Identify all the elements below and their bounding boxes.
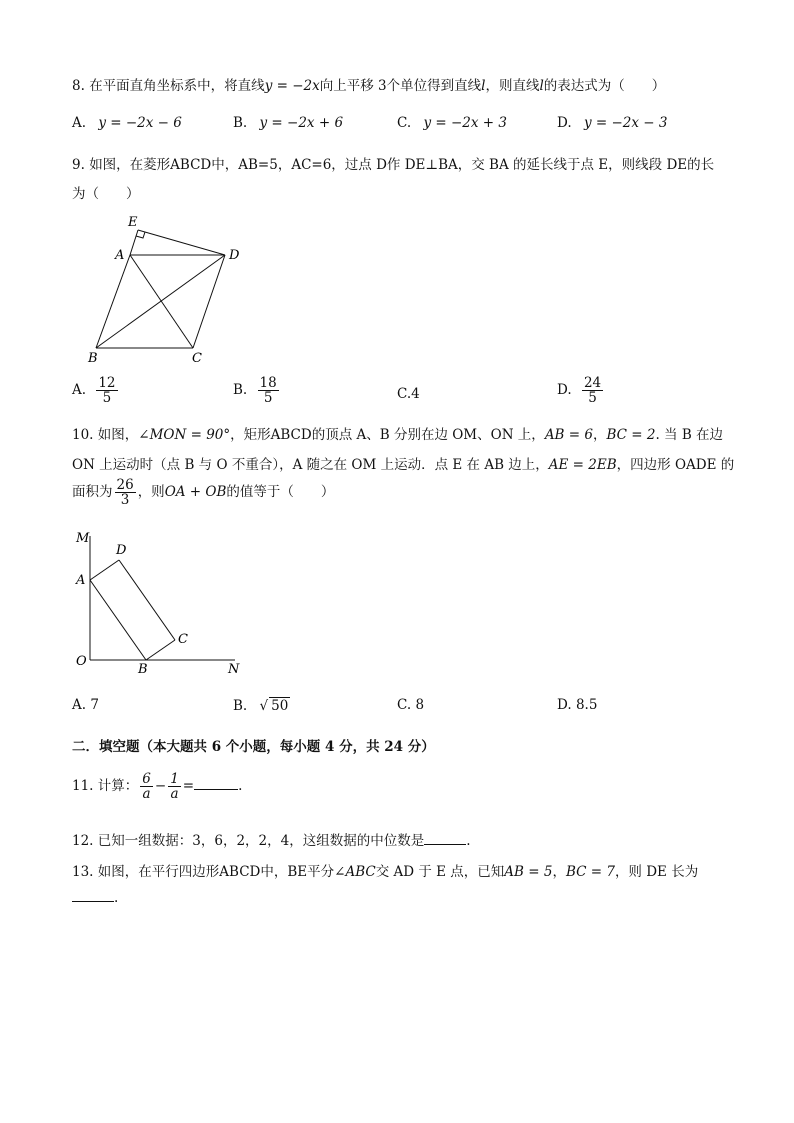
q9-option-b-fraction xyxy=(258,376,279,405)
q8-option-d-label: D. xyxy=(557,115,572,131)
q8-text-c: ，则直线 xyxy=(485,78,540,94)
q9-option-c-label: C. xyxy=(397,386,412,402)
q8-option-a-label: A. xyxy=(72,115,87,131)
q13-ab: AB = 5 xyxy=(504,864,553,880)
q8-option-b-value: y = −2x + 6 xyxy=(259,115,344,131)
q9-label-a: A xyxy=(115,248,125,263)
q9-option-b xyxy=(233,376,281,405)
q9-option-d-den: 5 xyxy=(588,390,597,407)
q8-option-d-value: y = −2x − 3 xyxy=(583,115,668,131)
q9-diagonal-bd xyxy=(96,255,225,348)
q10-segment-cd xyxy=(119,560,175,640)
q12-number: 12. xyxy=(72,833,94,849)
q9-option-a-num: 12 xyxy=(98,375,116,391)
q9-label-d: D xyxy=(229,248,240,263)
q10-stem-line2 xyxy=(72,453,734,473)
q10-sep: ， xyxy=(592,427,607,443)
q10-option-a xyxy=(72,697,99,713)
q10-line2: ON 上运动时（点 B 与 O 不重合），A 随之在 OM 上运动．点 E 在 AB 边上， xyxy=(72,457,549,473)
q8-option-c xyxy=(397,115,507,131)
q9-option-a-den: 5 xyxy=(102,390,112,407)
q10-ae: AE = 2EB xyxy=(548,457,617,473)
q8-expr: y = −2x xyxy=(264,78,320,94)
q10-line1-c: . 当 B 在边 xyxy=(655,427,724,443)
q10-stem-line3 xyxy=(72,478,334,507)
q9-option-a xyxy=(72,376,120,405)
q10-option-b xyxy=(233,697,290,714)
q10-area-fraction xyxy=(115,478,136,507)
q9-option-b-label: B. xyxy=(233,382,248,399)
q11-stem xyxy=(72,772,242,801)
q13-line1-b: 交 AD 于 E 点，已知 xyxy=(375,864,505,880)
q8-option-c-label: C. xyxy=(397,115,412,131)
q10-label-n: N xyxy=(228,662,240,677)
q10-line1-a: 如图， xyxy=(97,427,139,443)
q13-answer-blank[interactable] xyxy=(72,901,114,902)
q10-segment-da xyxy=(90,560,119,580)
q13-angle: ∠ABC xyxy=(334,864,376,880)
q9-label-b: B xyxy=(88,351,98,366)
q9-option-c-value: 4 xyxy=(411,386,420,402)
q8-option-d xyxy=(557,115,667,131)
q9-option-c xyxy=(397,386,420,402)
q10-option-b-radicand: 50 xyxy=(271,698,289,714)
q13-stem-line1 xyxy=(72,860,698,880)
q10-segment-ab xyxy=(90,580,146,660)
q10-ab: AB = 6 xyxy=(544,427,593,443)
q10-option-c-value: 8 xyxy=(415,697,425,713)
q8-option-b-label: B. xyxy=(233,115,248,131)
q10-option-d xyxy=(557,697,597,713)
q8-stem xyxy=(72,74,665,94)
q13-stem-line2 xyxy=(72,890,118,906)
q8-text-d: 的表达式为（ ） xyxy=(543,78,666,94)
q11-num2: 1 xyxy=(170,771,179,787)
q9-option-a-label: A. xyxy=(72,382,87,399)
q10-label-d: D xyxy=(116,543,127,558)
q8-text-b: 向上平移 3个单位得到直线 xyxy=(319,78,482,94)
q10-line3-b: ，则 xyxy=(137,484,165,501)
q10-area-den: 3 xyxy=(120,492,130,509)
q10-line2-b: ，四边形 OADE 的 xyxy=(616,457,735,473)
q9-line2: 为（ ） xyxy=(72,186,140,202)
q12-stem xyxy=(72,829,471,849)
q10-label-b: B xyxy=(138,662,148,677)
q9-option-d-num: 24 xyxy=(583,375,602,391)
q13-bc: BC = 7 xyxy=(565,864,615,880)
q9-option-b-num: 18 xyxy=(259,375,277,391)
q11-text: 计算： xyxy=(97,778,139,795)
q11-fraction-1 xyxy=(140,772,153,801)
q9-label-c: C xyxy=(192,351,202,366)
q10-option-c xyxy=(397,697,424,713)
q11-equals: = xyxy=(182,778,195,795)
q10-line1-b: ，矩形ABCD的顶点 A、B 分别在边 OM、ON 上， xyxy=(230,427,545,443)
q10-angle: ∠MON = 90° xyxy=(138,427,231,443)
q10-line3-a: 面积为 xyxy=(72,484,113,501)
q10-sum: OA + OB xyxy=(164,484,227,501)
q11-fraction-2 xyxy=(168,772,181,801)
q10-option-b-label: B. xyxy=(233,698,248,714)
q9-line1: 如图，在菱形ABCD中，AB=5，AC=6，过点 D作 DE⊥BA，交 BA 的延长线于点 E，则线段 DE的长 xyxy=(89,157,715,173)
q10-option-b-radical: √ 50 xyxy=(259,698,289,714)
q9-rhombus-figure xyxy=(80,208,260,368)
q13-end: . xyxy=(114,890,119,906)
q11-den2: a xyxy=(170,786,179,803)
q11-end: . xyxy=(238,778,243,795)
q9-segment-cd xyxy=(193,255,225,348)
q11-minus: − xyxy=(154,778,167,795)
q8-var-l: l xyxy=(481,78,486,94)
q12-text: 已知一组数据：3，6，2，2，4，这组数据的中位数是 xyxy=(97,833,425,849)
q9-stem-line1 xyxy=(72,153,714,173)
q10-bc: BC = 2 xyxy=(606,427,656,443)
q10-stem-line1 xyxy=(72,423,723,443)
q11-number: 11. xyxy=(72,778,94,795)
q10-area-num: 26 xyxy=(116,477,134,493)
q10-rectangle-figure xyxy=(70,528,250,680)
q10-option-c-label: C. xyxy=(397,697,412,713)
q9-option-d xyxy=(557,376,605,405)
q9-segment-ab xyxy=(96,255,130,348)
q8-option-c-value: y = −2x + 3 xyxy=(423,115,507,131)
q9-option-d-fraction xyxy=(582,376,603,405)
q11-num1: 6 xyxy=(142,771,151,787)
q10-label-a: A xyxy=(76,573,86,588)
q13-sep: ， xyxy=(552,864,566,880)
q8-option-a-value: y = −2x − 6 xyxy=(98,115,182,131)
q10-label-m: M xyxy=(76,531,90,546)
q10-option-d-label: D. xyxy=(557,697,572,713)
q8-text-a: 在平面直角坐标系中，将直线 xyxy=(89,78,265,94)
q10-line3-c: 的值等于（ ） xyxy=(226,484,335,501)
q13-line1-c: ，则 DE 长为 xyxy=(614,864,699,880)
q8-option-b xyxy=(233,115,343,131)
q13-number: 13. xyxy=(72,864,94,880)
q8-number: 8. xyxy=(72,78,85,94)
q10-label-o: O xyxy=(76,654,87,669)
q9-diagonal-ac xyxy=(130,255,193,348)
q9-option-a-fraction xyxy=(96,376,117,405)
q10-label-c: C xyxy=(178,632,188,647)
q12-end: . xyxy=(466,833,471,849)
section-2-title: 二．填空题（本大题共 6 个小题，每小题 4 分，共 24 分） xyxy=(72,739,435,755)
q10-option-d-value: 8.5 xyxy=(575,697,598,713)
q12-answer-blank[interactable] xyxy=(424,844,466,845)
q13-line1-a: 如图，在平行四边形ABCD中，BE平分 xyxy=(97,864,335,880)
q8-var-l-2: l xyxy=(539,78,544,94)
q10-option-a-label: A. xyxy=(72,697,87,713)
q9-stem-line2 xyxy=(72,182,140,202)
q9-option-b-den: 5 xyxy=(263,390,273,407)
q9-label-e: E xyxy=(128,215,138,230)
q11-answer-blank[interactable] xyxy=(194,789,238,790)
q9-number: 9. xyxy=(72,157,85,173)
q10-option-a-value: 7 xyxy=(90,697,99,713)
q10-segment-bc xyxy=(146,640,175,660)
q11-den1: a xyxy=(142,786,151,803)
q9-segment-ed xyxy=(138,230,225,255)
q9-extension-ae xyxy=(130,230,138,255)
q8-option-a xyxy=(72,115,182,131)
q9-option-d-label: D. xyxy=(557,382,572,399)
q10-number: 10. xyxy=(72,427,94,443)
